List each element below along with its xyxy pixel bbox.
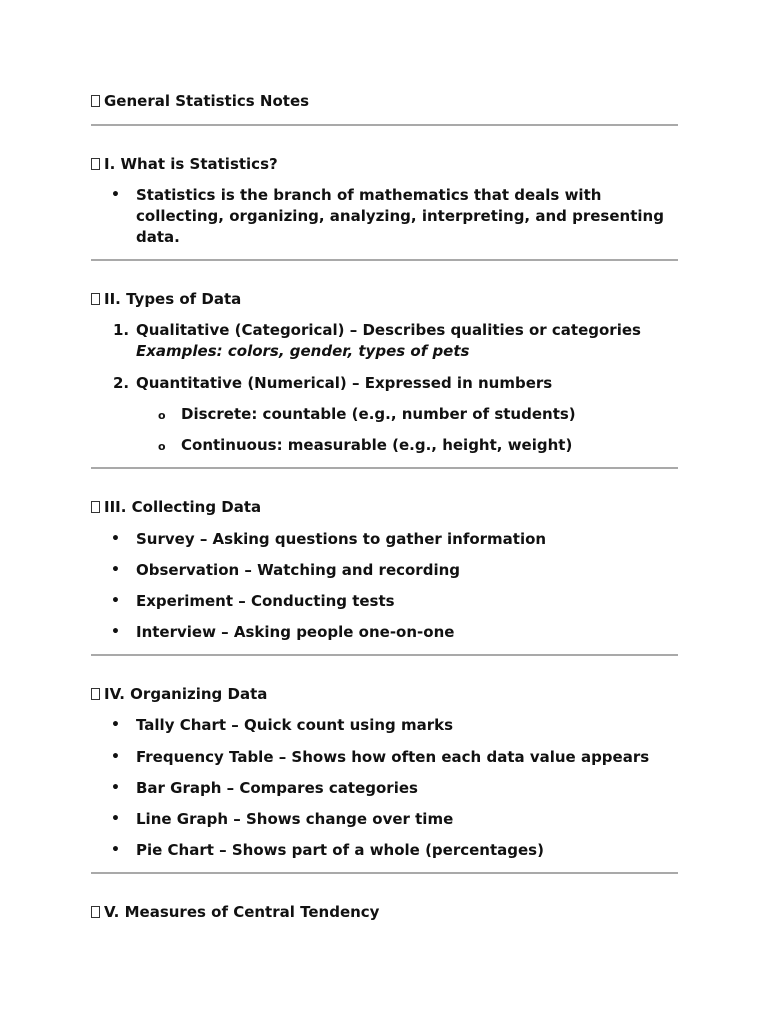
list-item-text: Bar Graph – Compares categories xyxy=(136,779,418,797)
bullet-icon: • xyxy=(111,811,120,827)
divider xyxy=(91,259,678,261)
bullet-icon: • xyxy=(111,717,120,733)
sub-list-item-text: Continuous: measurable (e.g., height, weight) xyxy=(181,436,573,454)
ordered-item xyxy=(113,320,676,362)
section-heading-5 xyxy=(91,902,379,922)
section-heading-text: IV. Organizing Data xyxy=(104,685,268,703)
list-item xyxy=(111,185,676,248)
missing-glyph-icon xyxy=(91,688,100,700)
divider xyxy=(91,654,678,656)
item-number: 1. xyxy=(113,321,130,339)
list-item-text: Statistics is the branch of mathematics that deals with collecting, organizing, analyzing, interpreting, and presenting data. xyxy=(136,186,664,246)
list-item-text: Tally Chart – Quick count using marks xyxy=(136,716,454,734)
list-item-text: Survey – Asking questions to gather information xyxy=(136,530,547,548)
ordered-item xyxy=(113,373,676,394)
sub-list-item xyxy=(158,435,676,456)
section-heading-1 xyxy=(91,154,278,174)
list-item xyxy=(111,840,676,861)
ordered-item-text: Quantitative (Numerical) – Expressed in numbers xyxy=(136,374,553,392)
list-item xyxy=(111,715,676,736)
list-item xyxy=(111,747,676,768)
item-number: 2. xyxy=(113,374,130,392)
list-item xyxy=(111,622,676,643)
section-heading-4 xyxy=(91,684,267,704)
list-item-text: Experiment – Conducting tests xyxy=(136,592,395,610)
bullet-icon: • xyxy=(111,187,120,203)
bullet-icon: • xyxy=(111,562,120,578)
missing-glyph-icon xyxy=(91,293,100,305)
missing-glyph-icon xyxy=(91,95,100,107)
section-heading-text: II. Types of Data xyxy=(104,290,242,308)
sub-bullet-icon: o xyxy=(158,409,166,422)
list-item xyxy=(111,529,676,550)
section-heading-text: V. Measures of Central Tendency xyxy=(104,903,380,921)
page-title-text: General Statistics Notes xyxy=(104,92,310,110)
list-item xyxy=(111,778,676,799)
list-item-text: Observation – Watching and recording xyxy=(136,561,461,579)
missing-glyph-icon xyxy=(91,158,100,170)
divider xyxy=(91,467,678,469)
example-text: Examples: colors, gender, types of pets xyxy=(136,342,470,360)
missing-glyph-icon xyxy=(91,501,100,513)
bullet-icon: • xyxy=(111,531,120,547)
list-item-text: Frequency Table – Shows how often each data value appears xyxy=(136,748,650,766)
section-heading-3 xyxy=(91,497,261,517)
sub-list-item xyxy=(158,404,676,425)
section-heading-text: III. Collecting Data xyxy=(104,498,262,516)
ordered-item-text: Qualitative (Categorical) – Describes qualities or categories xyxy=(136,321,641,339)
list-item-text: Interview – Asking people one-on-one xyxy=(136,623,455,641)
section-heading-text: I. What is Statistics? xyxy=(104,155,278,173)
page-title xyxy=(91,91,309,111)
bullet-icon: • xyxy=(111,593,120,609)
bullet-icon: • xyxy=(111,749,120,765)
list-item-text: Line Graph – Shows change over time xyxy=(136,810,454,828)
sub-list-item-text: Discrete: countable (e.g., number of students) xyxy=(181,405,576,423)
bullet-icon: • xyxy=(111,780,120,796)
bullet-icon: • xyxy=(111,624,120,640)
list-item-text: Pie Chart – Shows part of a whole (percentages) xyxy=(136,841,544,859)
sub-bullet-icon: o xyxy=(158,440,166,453)
list-item xyxy=(111,809,676,830)
section-heading-2 xyxy=(91,289,241,309)
list-item xyxy=(111,560,676,581)
list-item xyxy=(111,591,676,612)
missing-glyph-icon xyxy=(91,906,100,918)
divider xyxy=(91,872,678,874)
bullet-icon: • xyxy=(111,842,120,858)
divider xyxy=(91,124,678,126)
